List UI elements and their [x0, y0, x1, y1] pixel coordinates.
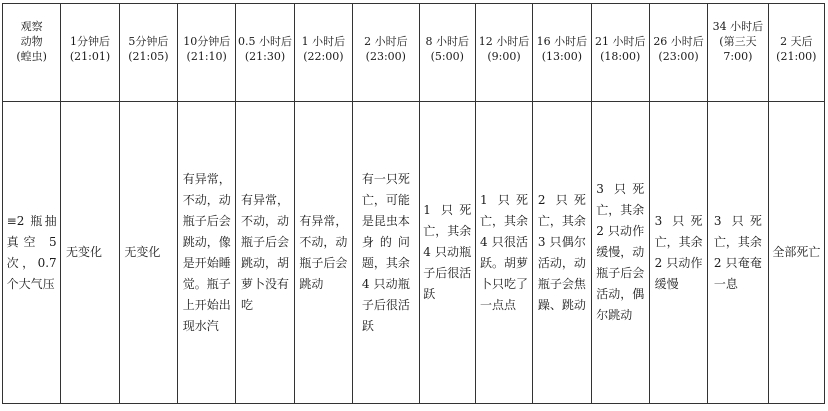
- header-cell-1h: [294, 4, 352, 102]
- header-line: 观察: [20, 20, 43, 33]
- header-line: (21:10): [186, 50, 227, 63]
- cell-1h: [294, 102, 352, 404]
- cell-text: 有异常，不动，动瓶子后会跳动，像是开始睡觉。瓶子上开始出现水汽: [182, 171, 231, 333]
- header-line: 2 小时后: [364, 35, 408, 48]
- header-line: 7:00): [723, 50, 753, 63]
- cell-animal-condition: [3, 102, 61, 404]
- cell-text: ≡2 瓶抽真空 5 次，0.7 个大气压: [6, 213, 57, 291]
- header-line: 16 小时后: [536, 35, 588, 48]
- header-cell-5min: [119, 4, 177, 102]
- table-data-row: [3, 102, 825, 404]
- cell-text: 2 只死亡，其余 3 只偶尔活动，动瓶子会焦躁、跳动: [537, 192, 586, 312]
- header-cell-12h: [475, 4, 532, 102]
- header-line: 动物: [20, 35, 43, 48]
- header-line: (蝗虫): [16, 50, 47, 63]
- header-line: (23:00): [658, 50, 699, 63]
- cell-21h: [591, 102, 649, 404]
- header-line: (21:00): [776, 50, 817, 63]
- cell-2d: [768, 102, 824, 404]
- header-line: (23:00): [365, 50, 406, 63]
- header-line: (18:00): [600, 50, 641, 63]
- observation-table: [2, 3, 825, 404]
- header-cell-34h: [708, 4, 768, 102]
- header-cell-2h: [353, 4, 420, 102]
- header-line: 34 小时后: [712, 20, 764, 33]
- cell-0-5h: [236, 102, 294, 404]
- header-cell-8h: [419, 4, 475, 102]
- header-line: (9:00): [487, 50, 521, 63]
- cell-text: 无变化: [66, 245, 103, 259]
- cell-text: 3 只死亡，其余 2 只奄奄一息: [713, 213, 762, 291]
- header-cell-1min: [61, 4, 119, 102]
- cell-text: 无变化: [124, 245, 161, 259]
- header-line: 2 天后: [780, 35, 813, 48]
- cell-5min: [119, 102, 177, 404]
- header-line: (21:05): [128, 50, 169, 63]
- cell-8h: [419, 102, 475, 404]
- header-line: (22:00): [303, 50, 344, 63]
- header-cell-26h: [649, 4, 707, 102]
- table-header-row: [3, 4, 825, 102]
- header-line: 21 小时后: [594, 35, 646, 48]
- header-cell-10min: [178, 4, 236, 102]
- cell-text: 有一只死亡，可能是昆虫本身的问题，其余 4 只动瓶子后很活跃: [361, 171, 410, 333]
- cell-34h: [708, 102, 768, 404]
- header-cell-16h: [533, 4, 591, 102]
- cell-1min: [61, 102, 119, 404]
- header-line: 1分钟后: [70, 35, 111, 48]
- cell-10min: [178, 102, 236, 404]
- cell-26h: [649, 102, 707, 404]
- header-line: 1 小时后: [301, 35, 346, 48]
- header-line: 12 小时后: [478, 35, 530, 48]
- cell-text: 3 只死亡，其余 2 只动作缓慢: [654, 213, 703, 291]
- header-line: (5:00): [430, 50, 464, 63]
- cell-12h: [475, 102, 532, 404]
- header-cell-animal: [3, 4, 61, 102]
- cell-text: 全部死亡: [772, 245, 821, 259]
- header-line: 26 小时后: [653, 35, 704, 48]
- cell-text: 有异常，不动，动瓶子后会跳动: [299, 213, 348, 291]
- header-line: 0.5 小时后: [238, 35, 293, 48]
- header-line: (21:01): [69, 50, 111, 63]
- header-line: (21:30): [244, 50, 286, 63]
- cell-text: 3 只死亡，其余 2 只动作缓慢，动瓶子后会活动，偶尔跳动: [596, 182, 645, 322]
- cell-2h: [353, 102, 420, 404]
- header-cell-0-5h: [236, 4, 294, 102]
- header-line: (第三天: [719, 35, 757, 48]
- cell-text: 1 只死亡，其余 4 只很活跃。胡萝卜只吃了一点点: [480, 192, 529, 312]
- header-line: 5分钟后: [128, 35, 169, 48]
- header-cell-21h: [591, 4, 649, 102]
- header-line: 8 小时后: [425, 35, 469, 48]
- cell-text: 有异常，不动，动瓶子后会跳动，胡萝卜没有吃: [241, 192, 290, 312]
- cell-text: 1 只死亡，其余 4 只动瓶子后很活跃: [423, 203, 472, 301]
- header-cell-2d: [768, 4, 824, 102]
- header-line: 10分钟后: [183, 35, 231, 48]
- header-line: (13:00): [541, 50, 583, 63]
- cell-16h: [533, 102, 591, 404]
